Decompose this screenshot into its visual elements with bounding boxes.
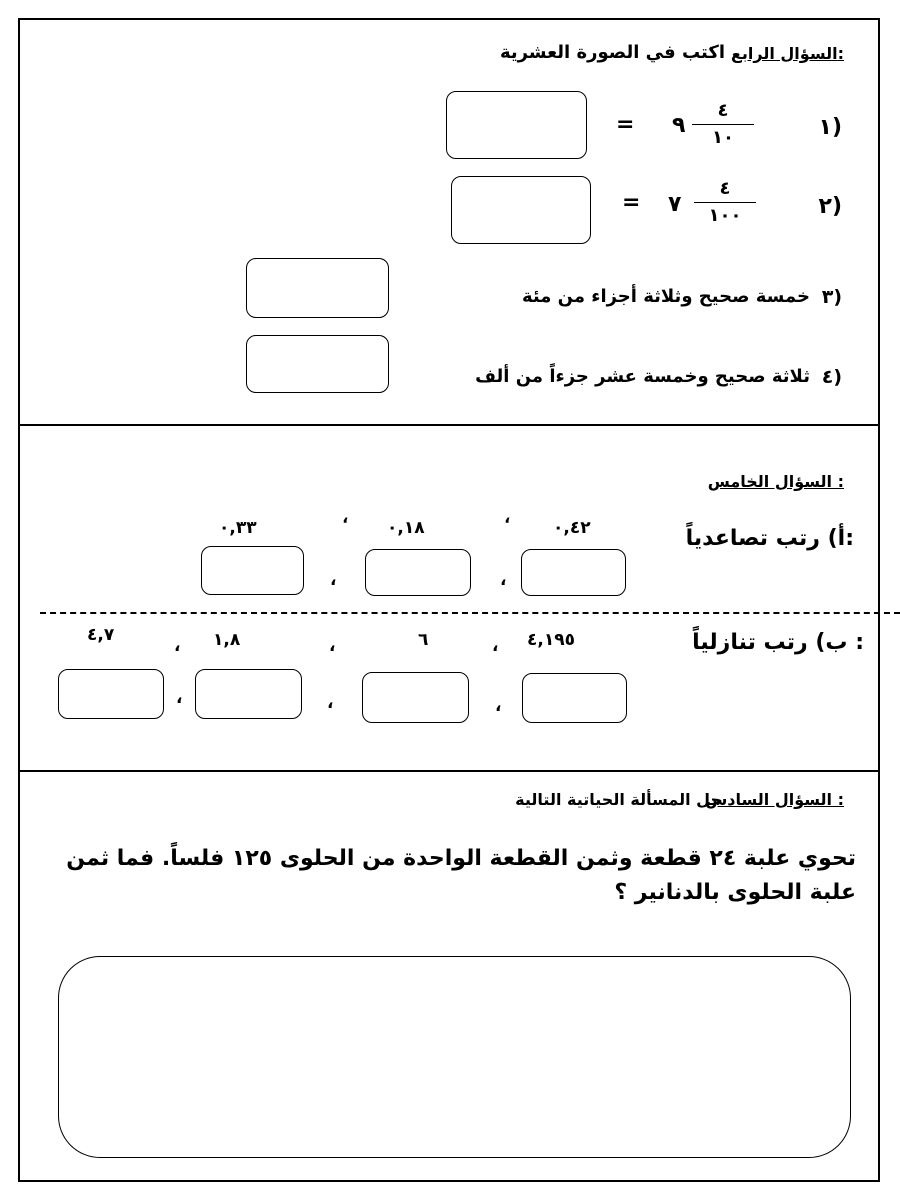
q5-a-number-3: ٠,٣٣ — [219, 518, 257, 538]
q5-b-sep-top-1: ، — [492, 636, 499, 656]
dash-dot-divider — [40, 612, 900, 614]
q5-part-a-label: أ) رتب تصاعدياً: — [685, 526, 854, 551]
q5-a-sep-2: ، — [330, 570, 337, 590]
q4-item1-fraction — [692, 100, 754, 149]
q4-item2-fraction — [694, 178, 756, 227]
section-divider — [18, 424, 880, 426]
q5-a-number-1: ٠,٤٢ — [553, 518, 591, 538]
q5-b-answer-box-1[interactable] — [522, 673, 627, 723]
q4-title: السؤال الرابع: — [730, 44, 844, 63]
q5-b-number-3: ١,٨ — [213, 630, 241, 650]
q5-b-sep-1: ، — [495, 696, 502, 716]
q4-item1-whole: ٩ — [672, 113, 686, 138]
q5-part-b-label: ب) رتب تنازلياً : — [692, 630, 864, 655]
q5-b-sep-top-3: ، — [174, 636, 181, 656]
q6-title: السؤال السادس : — [705, 790, 844, 809]
q4-instruction: اكتب في الصورة العشرية — [499, 42, 725, 63]
q4-item1-answer-box[interactable] — [446, 91, 587, 159]
q5-title: السؤال الخامس : — [707, 472, 844, 491]
q4-item4-number: ٤) — [821, 366, 842, 388]
q5-b-number-1: ٤,١٩٥ — [527, 630, 575, 650]
q5-b-number-2: ٦ — [418, 630, 429, 650]
q4-item2-denominator: ١٠٠ — [708, 205, 742, 226]
q5-a-answer-box-1[interactable] — [521, 549, 626, 596]
q5-a-answer-box-3[interactable] — [201, 546, 304, 595]
q5-b-sep-2: ، — [327, 693, 334, 713]
fraction-bar — [694, 202, 756, 203]
q5-b-answer-box-2[interactable] — [362, 672, 469, 723]
section-divider — [18, 770, 880, 772]
q5-b-number-4: ٤,٧ — [87, 625, 115, 645]
q5-a-sep-1: ، — [500, 570, 507, 590]
q4-item2-equals: = — [622, 190, 641, 215]
q6-problem-line-2: علبة الحلوى بالدنانير ؟ — [614, 880, 856, 905]
q4-item3-answer-box[interactable] — [246, 258, 389, 318]
q4-item1-numerator: ٤ — [717, 100, 729, 121]
q4-item2-whole: ٧ — [668, 192, 682, 217]
q6-answer-area[interactable] — [58, 956, 851, 1158]
q5-b-answer-box-4[interactable] — [58, 669, 164, 719]
fraction-bar — [692, 124, 754, 125]
q6-instruction: حل المسألة الحياتية التالية — [515, 790, 722, 809]
q5-a-answer-box-2[interactable] — [365, 549, 471, 596]
q4-item2-number: ٢) — [818, 194, 842, 219]
q4-item3-text: خمسة صحيح وثلاثة أجزاء من مئة — [521, 286, 810, 307]
q5-a-quote-1: ‘ — [504, 515, 511, 535]
q5-b-sep-top-2: ، — [329, 636, 336, 656]
q4-item4-answer-box[interactable] — [246, 335, 389, 393]
q5-b-answer-box-3[interactable] — [195, 669, 302, 719]
q4-item1-number: ١) — [818, 115, 842, 140]
q4-item1-denominator: ١٠ — [712, 127, 734, 148]
q5-b-sep-3: ، — [176, 688, 183, 708]
q4-item1-equals: = — [616, 112, 635, 137]
q4-item4-text: ثلاثة صحيح وخمسة عشر جزءاً من ألف — [475, 366, 810, 387]
q6-problem-line-1: تحوي علبة ٢٤ قطعة وثمن القطعة الواحدة من الحلوى ١٢٥ فلساً. فما ثمن — [66, 846, 856, 871]
q5-a-number-2: ٠,١٨ — [387, 518, 425, 538]
q4-item2-answer-box[interactable] — [451, 176, 591, 244]
q4-item3-number: ٣) — [821, 286, 842, 308]
q5-a-quote-2: ‘ — [342, 515, 349, 535]
q4-item2-numerator: ٤ — [719, 178, 731, 199]
